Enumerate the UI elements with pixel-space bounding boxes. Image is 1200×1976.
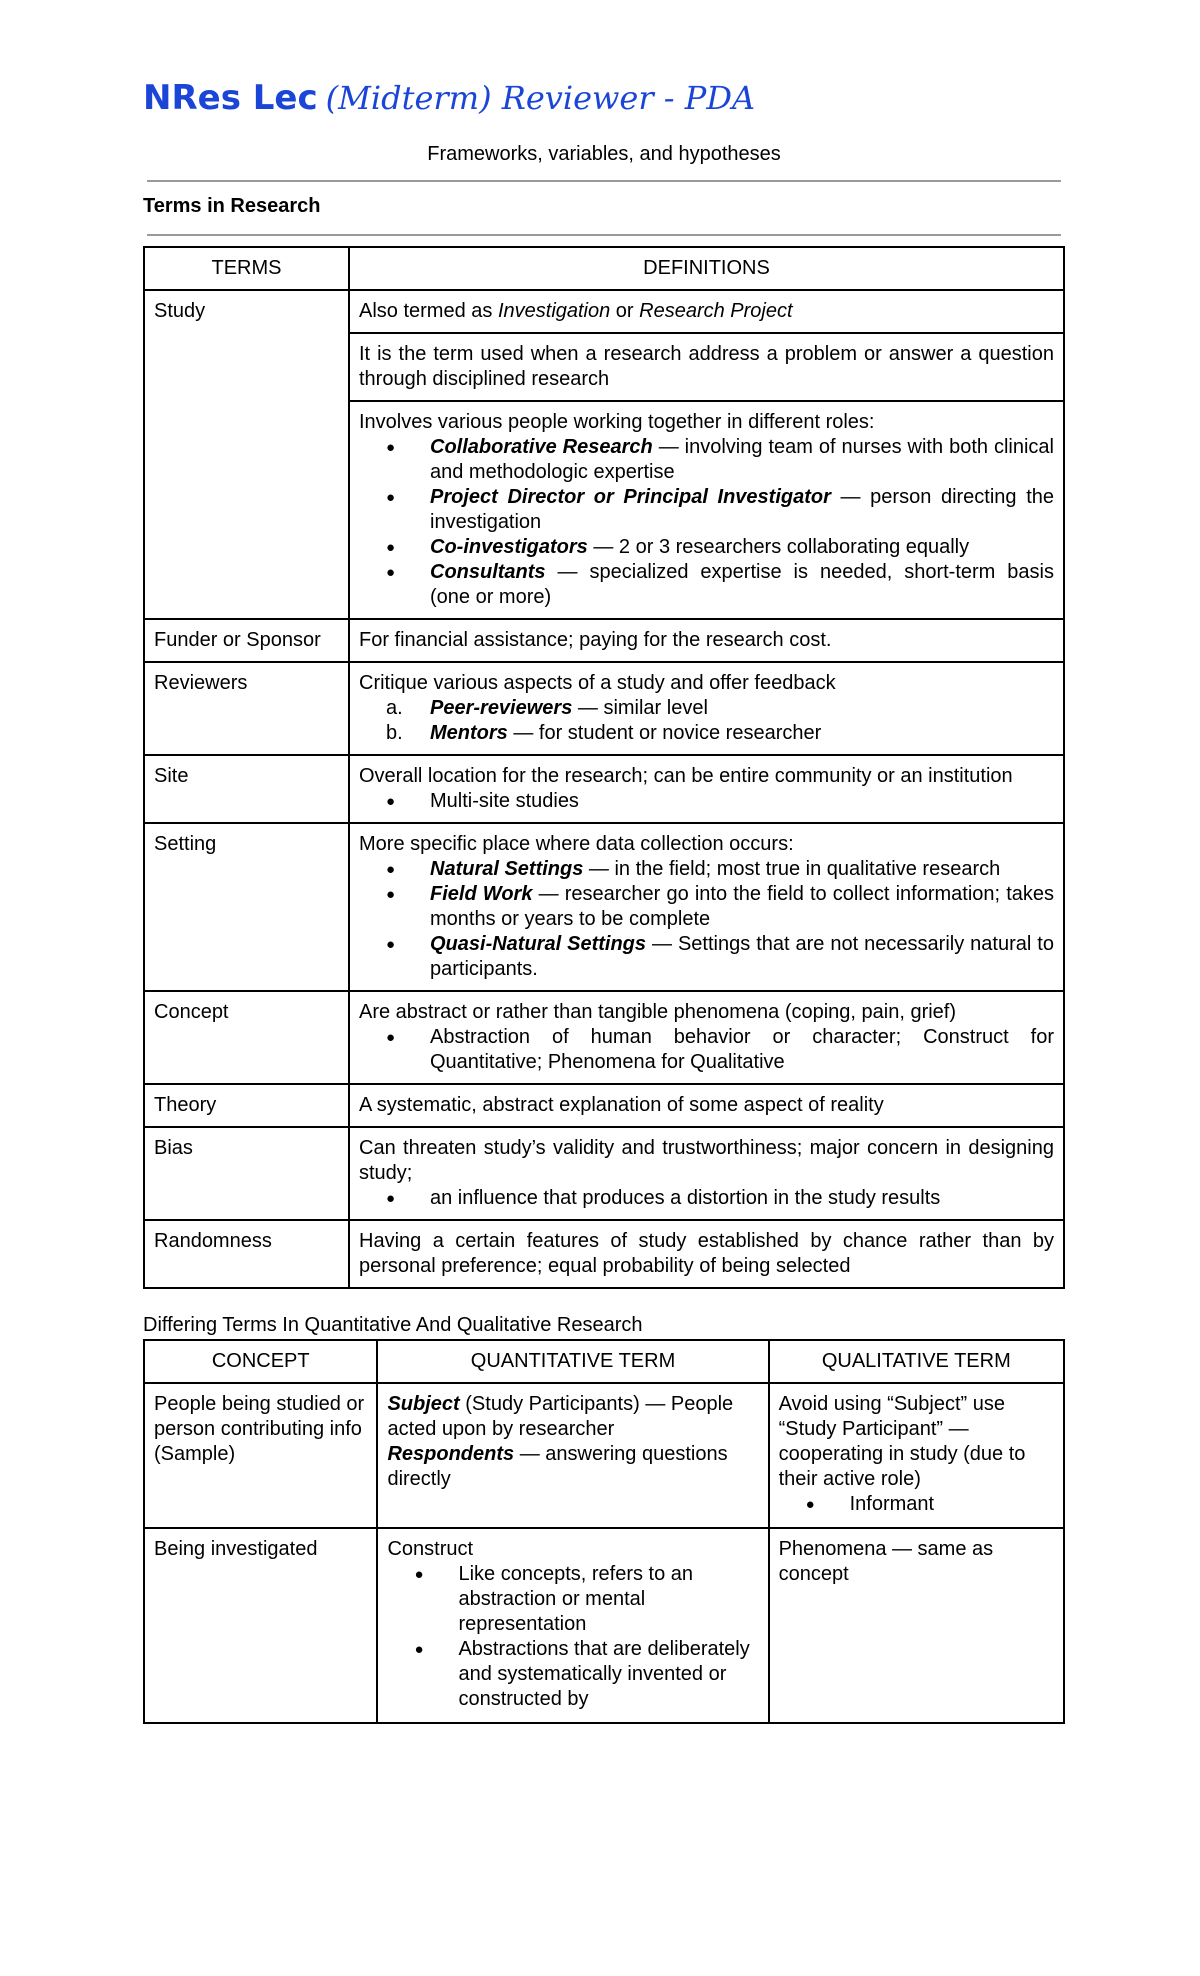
roles-intro: Involves various people working together in different roles: [359,411,875,433]
list-item [386,485,1054,535]
divider-bottom [147,234,1061,236]
setting-desc: — Settings that are not necessarily natural to participants. [430,933,1054,980]
terms-header-row [144,247,1064,290]
table-row [144,823,1064,991]
list-item: ● Multi-site studies [386,789,1054,814]
list-item: ● Like concepts, refers to an abstraction or mental representation [414,1562,758,1637]
setting-desc: — in the field; most true in qualitative research [583,858,1001,880]
table-row [144,290,1064,333]
table-row [144,619,1064,662]
title-sub: (Midterm) Reviewer - PDA [325,79,756,117]
term-theory: Theory [144,1084,349,1127]
setting-intro: More specific place where data collection occurs: [359,833,794,855]
site-text: Overall location for the research; can be entire community or an institution [359,765,1013,787]
header-definitions: DEFINITIONS [349,247,1064,290]
list-marker: a. [386,697,403,719]
role-name: Project Director or Principal Investigator [430,486,831,508]
setting-list [359,857,1054,982]
definition-bias [349,1127,1064,1220]
table-row [144,1127,1064,1220]
diff-header-row [144,1340,1064,1383]
diff-table-caption: Differing Terms In Quantitative And Qualitative Research [143,1314,643,1336]
definition-randomness: Having a certain features of study established by chance rather than by personal preference; equal probability of being selected [349,1220,1064,1288]
table-row [144,1220,1064,1288]
bias-list [359,1186,1054,1211]
quant-respondents [387,1442,758,1492]
header-concept: CONCEPT [144,1340,377,1383]
reviewer-desc: — for student or novice researcher [507,722,822,744]
term-site: Site [144,755,349,823]
diff-quant-people [377,1383,768,1528]
role-name: Collaborative Research [430,436,653,458]
header-terms: TERMS [144,247,349,290]
diff-concept-investigated: Being investigated [144,1528,377,1723]
diff-qual-people [769,1383,1064,1528]
table-row [144,1528,1064,1723]
text-span: or [610,300,640,322]
reviewers-intro: Critique various aspects of a study and offer feedback [359,672,836,694]
list-item: ● Abstractions that are deliberately and systematically invented or constructed by [414,1637,758,1712]
concept-text: Are abstract or rather than tangible phenomena (coping, pain, grief) [359,1001,957,1023]
definition-reviewers [349,662,1064,755]
reviewer-type: Peer-reviewers [430,697,573,719]
text-span: (Study Participants) — People acted upon by researcher [387,1393,734,1440]
document-page [143,0,1065,1724]
term-study: Study [144,290,349,619]
role-desc: — involving team of nurses with both clinical and methodologic expertise [430,436,1054,483]
list-item [386,560,1054,610]
term-funder: Funder or Sponsor [144,619,349,662]
list-item [386,721,1054,746]
setting-name: Natural Settings [430,858,584,880]
text-research-project: Research Project [639,300,793,322]
section-heading: Terms in Research [143,195,321,217]
document-subtitle: Frameworks, variables, and hypotheses [427,143,781,165]
qual-text: Avoid using “Subject” use “Study Participant” — cooperating in study (due to their active role) [778,1393,1026,1490]
term-concept: Concept [144,991,349,1084]
definition-study-roles [349,401,1064,619]
header-qualitative: QUALITATIVE TERM [769,1340,1064,1383]
term-setting: Setting [144,823,349,991]
document-title [143,76,1065,120]
diff-qual-investigated: Phenomena — same as concept [769,1528,1064,1723]
text-span: — answering questions directly [387,1443,728,1490]
list-item [386,535,1054,560]
roles-list [359,435,1054,610]
list-item: ● Informant [806,1492,1054,1517]
list-item [386,696,1054,721]
table-row [144,755,1064,823]
definition-study-alias [349,290,1064,333]
term-bias: Bias [144,1127,349,1220]
setting-name: Quasi-Natural Settings [430,933,647,955]
term-subject: Subject [387,1393,460,1415]
term-respondents: Respondents [387,1443,515,1465]
role-name: Co-investigators [430,536,588,558]
terms-table [143,246,1065,1289]
divider-top [147,180,1061,182]
construct-list [387,1562,758,1712]
quant-subject [387,1392,758,1442]
list-item [386,435,1054,485]
role-desc: — 2 or 3 researchers collaborating equally [587,536,970,558]
role-desc: — person directing the investigation [430,486,1054,533]
list-item [386,882,1054,932]
definition-setting [349,823,1064,991]
definition-funder: For financial assistance; paying for the research cost. [349,619,1064,662]
definition-theory: A systematic, abstract explanation of some aspect of reality [349,1084,1064,1127]
reviewers-list [359,696,1054,746]
definition-concept [349,991,1064,1084]
title-main: NRes Lec [143,78,318,118]
role-name: Consultants [430,561,546,583]
concept-list [359,1025,1054,1075]
reviewer-type: Mentors [430,722,508,744]
role-desc: — specialized expertise is needed, short-term basis (one or more) [430,561,1054,608]
diff-table [143,1339,1065,1724]
table-row [144,662,1064,755]
list-item [386,857,1054,882]
header-quantitative: QUANTITATIVE TERM [377,1340,768,1383]
definition-site [349,755,1064,823]
term-randomness: Randomness [144,1220,349,1288]
table-row [144,1084,1064,1127]
reviewer-desc: — similar level [572,697,708,719]
site-list [359,789,1054,814]
definition-study-term: It is the term used when a research address a problem or answer a question through disciplined research [349,333,1064,401]
diff-quant-investigated [377,1528,768,1723]
list-marker: b. [386,722,403,744]
list-item: ● an influence that produces a distortion in the study results [386,1186,1054,1211]
table-row [144,1383,1064,1528]
qual-list [779,1492,1054,1517]
list-item [386,932,1054,982]
table-row [144,991,1064,1084]
quant-construct: Construct [387,1538,474,1560]
setting-desc: — researcher go into the field to collect information; takes months or years to be complete [430,883,1055,930]
list-item: ● Abstraction of human behavior or character; Construct for Quantitative; Phenomena for Qualitative [386,1025,1054,1075]
text-investigation: Investigation [497,300,611,322]
bias-text: Can threaten study’s validity and trustworthiness; major concern in designing study; [359,1137,1054,1184]
setting-name: Field Work [430,883,533,905]
diff-concept-people: People being studied or person contributing info (Sample) [144,1383,377,1528]
text-span: Also termed as [359,300,498,322]
term-reviewers: Reviewers [144,662,349,755]
